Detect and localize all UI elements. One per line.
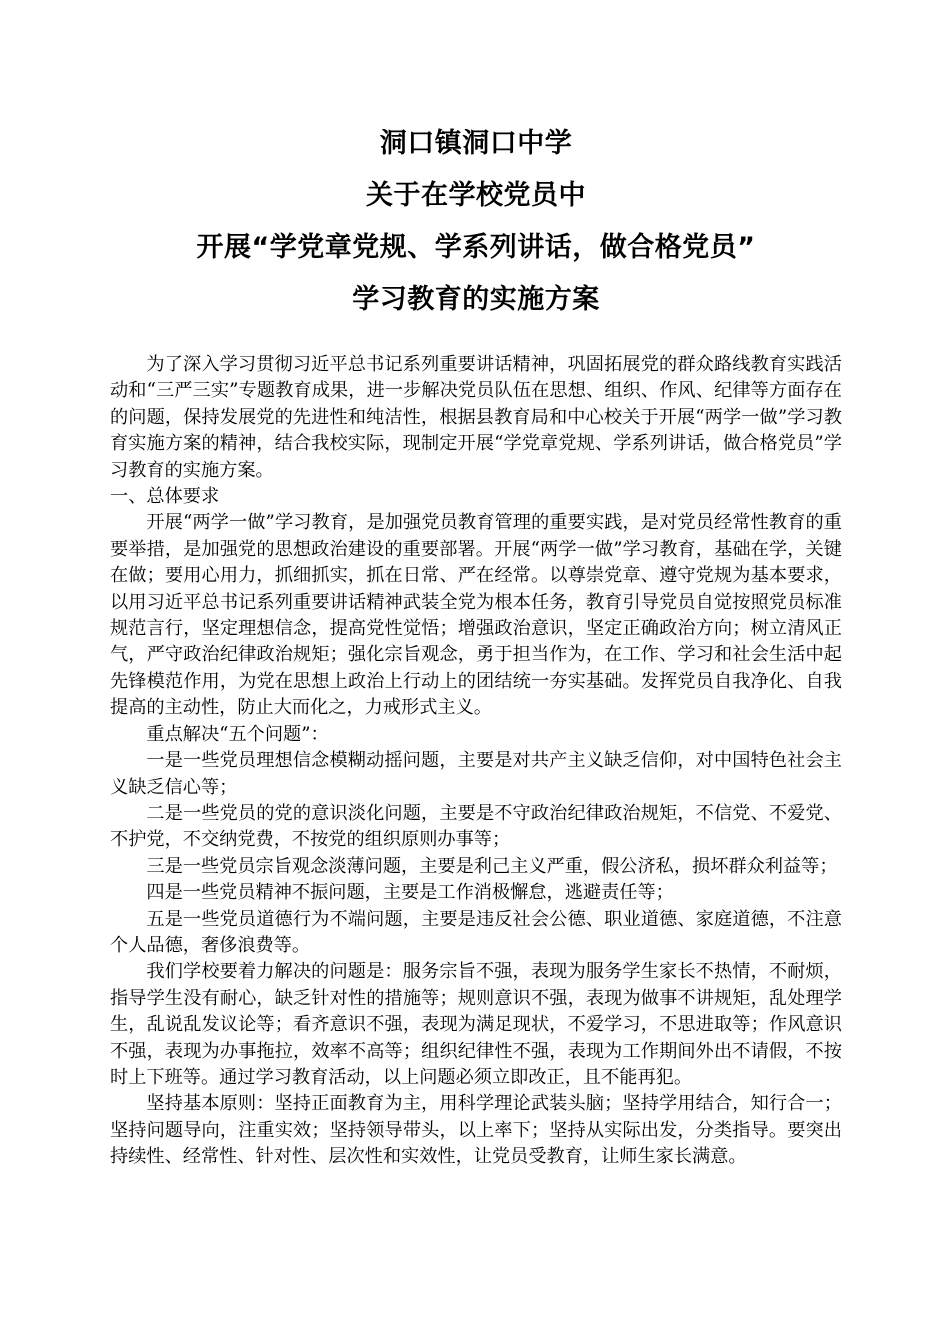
title-line-school: 洞口镇洞口中学 [379,128,573,159]
requirements-paragraph: 开展“两学一做”学习教育，是加强党员教育管理的重要实践，是对党员经常性教育的重要举措，是加强党的思想政治建设的重要部署。开展“两学一做”学习教育，基础在学，关键在做；要用心用力，抓细抓实，抓在日常、严在经常。以尊崇党章、遵守党规为基本要求，以用习近平总书记系列重要讲话精神武装全党为根本任务，教育引导党员自觉按照党员标准规范言行，坚定理想信念，提高党性觉悟；增强政治意识，坚定正确政治方向；树立清风正气，严守政治纪律政治规矩；强化宗旨观念，勇于担当作为，在工作、学习和社会生活中起先锋模范作用，为党在思想上政治上行动上的团结统一夯实基础。发挥党员自我净化、自我提高的主动性，防止大而化之，力戒形式主义。 [110,512,842,719]
school-problems-paragraph: 我们学校要着力解决的问题是：服务宗旨不强，表现为服务学生家长不热情，不耐烦，指导学生没有耐心，缺乏针对性的措施等；规则意识不强，表现为做事不讲规矩，乱处理学生，乱说乱发议论等；看齐意识不强，表现为满足现状，不爱学习，不思进取等；作风意识不强，表现为办事拖拉，效率不高等；组织纪律性不强，表现为工作期间外出不请假，不按时上下班等。通过学习教育活动，以上问题必须立即改正，且不能再犯。 [110,961,842,1088]
problem-item-2: 二是一些党员的党的意识淡化问题，主要是不守政治纪律政治规矩，不信党、不爱党、不护党，不交纳党费，不按党的组织原则办事等； [110,802,842,851]
title-line-plan: 学习教育的实施方案 [352,284,600,315]
document-title [110,118,842,326]
problem-item-3: 三是一些党员宗旨观念淡薄问题，主要是利己主义严重，假公济私，损坏群众利益等； [146,855,838,877]
title-line-campaign: 开展“学党章党规、学系列讲话，做合格党员” [196,232,756,263]
problem-item-5: 五是一些党员道德行为不端问题，主要是违反社会公德、职业道德、家庭道德，不注意个人品德，奢侈浪费等。 [110,908,842,956]
five-problems-heading: 重点解决“五个问题”： [146,723,329,745]
document-body [110,352,842,1171]
document-page [110,118,842,1171]
title-line-subject: 关于在学校党员中 [366,180,586,211]
section-heading-general-requirements: 一、总体要求 [110,486,220,508]
problem-item-4: 四是一些党员精神不振问题，主要是工作消极懈怠，逃避责任等； [146,882,674,904]
intro-paragraph: 为了深入学习贯彻习近平总书记系列重要讲话精神，巩固拓展党的群众路线教育实践活动和“三严三实”专题教育成果，进一步解决党员队伍在思想、组织、作风、纪律等方面存在的问题，保持发展党的先进性和纯洁性，根据县教育局和中心校关于开展“两学一做”学习教育实施方案的精神，结合我校实际，现制定开展“学党章党规、学系列讲话，做合格党员”学习教育的实施方案。 [110,354,842,481]
problem-item-1: 一是一些党员理想信念模糊动摇问题，主要是对共产主义缺乏信仰，对中国特色社会主义缺乏信心等； [110,750,842,798]
basic-principles-paragraph: 坚持基本原则：坚持正面教育为主，用科学理论武装头脑；坚持学用结合，知行合一；坚持问题导向，注重实效；坚持领导带头，以上率下；坚持从实际出发，分类指导。要突出持续性、经常性、针对性、层次性和实效性，让党员受教育，让师生家长满意。 [110,1093,842,1168]
